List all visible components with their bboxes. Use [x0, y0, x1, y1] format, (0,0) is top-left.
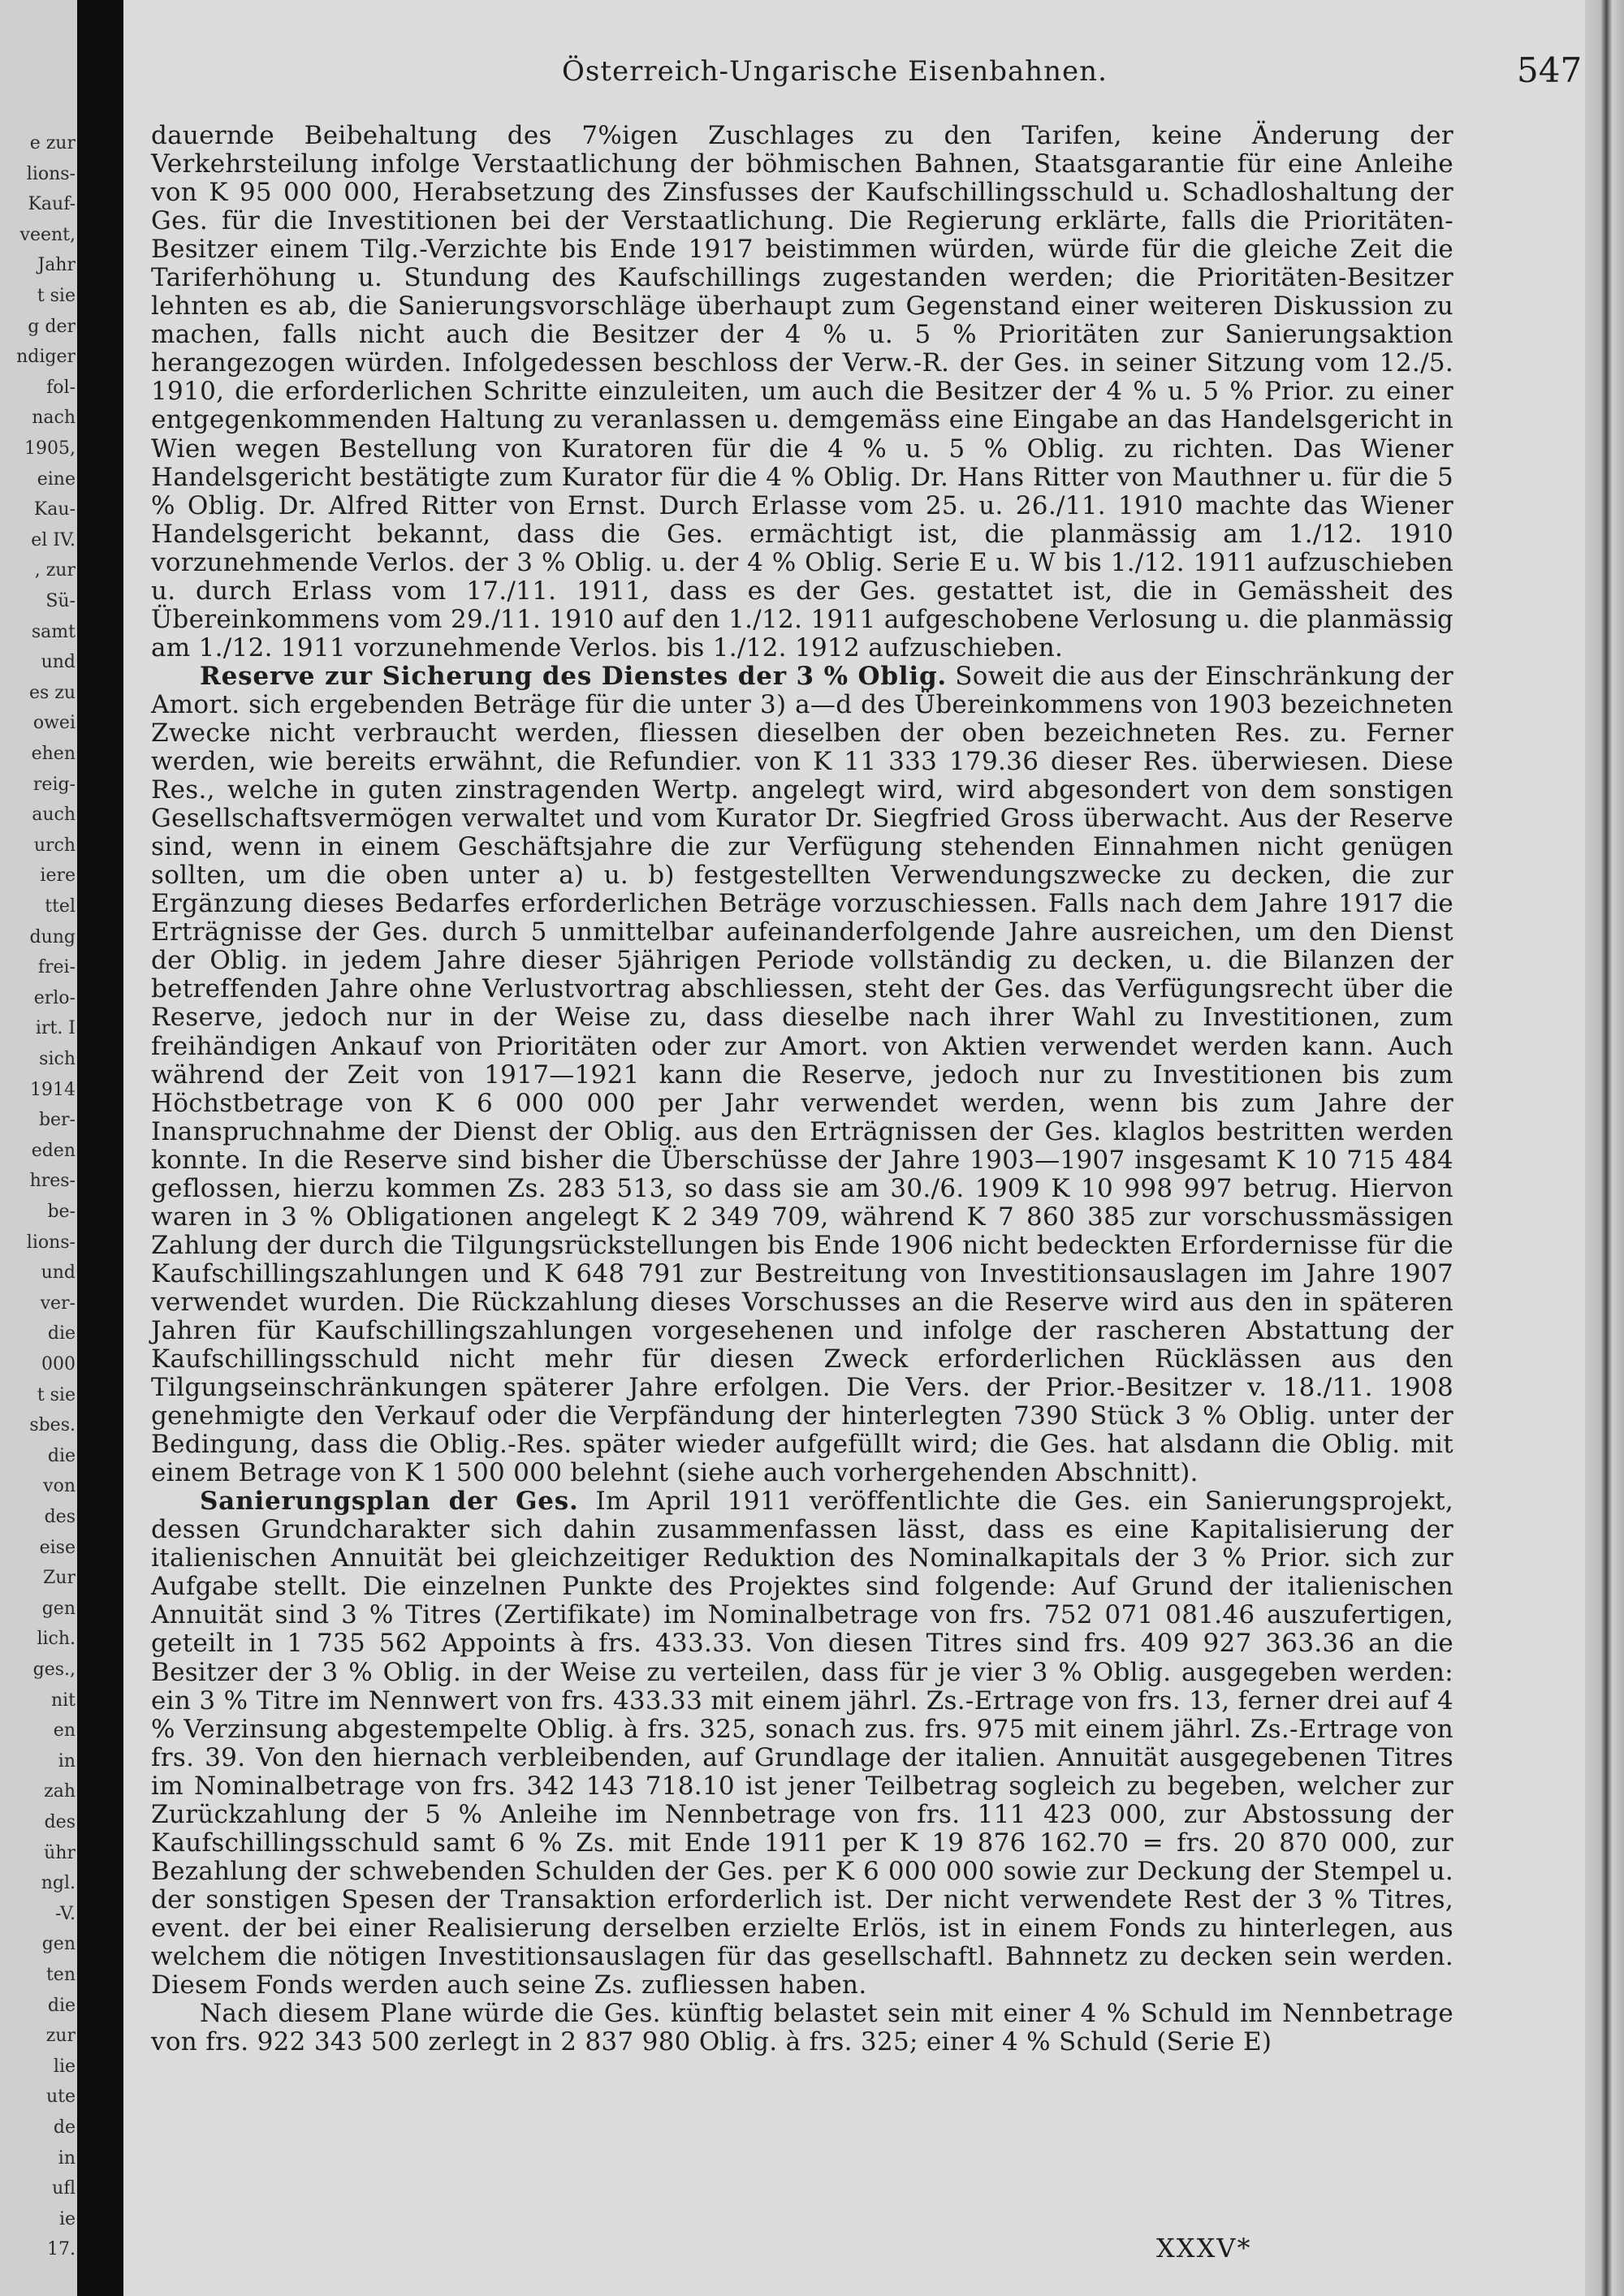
- paragraph-plan-result: [151, 2000, 1453, 2056]
- margin-fragment: ttel: [45, 896, 76, 917]
- margin-fragment: be-: [47, 1202, 76, 1222]
- margin-fragment: gen: [41, 1598, 76, 1619]
- margin-fragment: de: [53, 2117, 76, 2138]
- margin-fragment: Kau-: [33, 499, 76, 520]
- margin-fragment: owei: [32, 713, 76, 734]
- margin-fragment: 17.: [47, 2239, 76, 2260]
- margin-fragment: zah: [44, 1781, 76, 1802]
- margin-fragment: lions-: [26, 163, 76, 184]
- page-edge: [1585, 0, 1624, 2296]
- margin-fragment: die: [47, 1445, 76, 1466]
- paragraph-reserve: [151, 662, 1453, 1487]
- body-text: [151, 122, 1453, 2056]
- margin-fragment: samt: [31, 621, 76, 642]
- margin-fragment: ufl: [52, 2178, 76, 2199]
- margin-fragment: sich: [39, 1049, 76, 1069]
- margin-fragment: sbes.: [29, 1415, 76, 1436]
- margin-fragment: hres-: [29, 1171, 76, 1192]
- paragraph-text: Im April 1911 veröffentlichte die Ges. ein Sanierungsprojekt, dessen Grundcharakter sich dahin zusammenfassen lässt, dass es eine Kapitalisierung der italienischen Annuität bei gleichzeitiger Reduktion des Nominalkapitals der 3 % Prior. sich zur Aufgabe stellt. Die einzelnen Punkte des Projektes sind folgende: Auf Grund der italienischen Annuität sind 3 % Titres (Zertifikate) im Nominalbetrage von frs. 752 071 081.46 auszufertigen, geteilt in 1 735 562 Appoints à frs. 433.33. Von diesen Titres sind frs. 409 927 363.36 an die Besitzer der 3 % Oblig. in der Weise zu verteilen, dass für je vier 3 % Oblig. ausgegeben werden: ein 3 % Titre im Nennwert von frs. 433.33 mit einem jährl. Zs.-Ertrage von frs. 13, ferner drei auf 4 % Verzinsung abgestempelte Oblig. à frs. 325, sonach zus. frs. 975 mit einem jährl. Zs.-Ertrage von frs. 39. Von den hiernach verbleibenden, auf Grundlage der italien. Annuität ausgegebenen Titres im Nominalbetrage von frs. 342 143 718.10 ist jener Teilbetrag sogleich zu begeben, welcher zur Zurückzahlung der 5 % Anleihe im Nennbetrage von frs. 111 423 000, zur Abstossung der Kaufschillingsschuld samt 6 % Zs. mit Ende 1911 per K 19 876 162.70 = frs. 20 870 000, zur Bezahlung der schwebenden Schulden der Ges. per K 6 000 000 sowie zur Deckung der Stempel u. der sonstigen Spesen der Transaktion erforderlich ist. Der nicht verwendete Rest der 3 % Titres, event. der bei einer Realisierung derselben erzielte Erlös, ist in einem Fonds zu hinterlegen, aus welchem die nötigen Investitionsauslagen für das gesellschaftl. Bahnnetz zu decken sein werden. Diesem Fonds werden auch seine Zs. zufliessen haben.: [151, 1487, 1453, 2000]
- margin-fragment: ngl.: [41, 1873, 76, 1894]
- margin-fragment: dung: [29, 926, 76, 947]
- running-head-title: Österreich-Ungarische Eisenbahnen.: [562, 55, 1108, 88]
- margin-fragment: lie: [53, 2056, 76, 2077]
- paragraph-sanierungsplan: [151, 1487, 1453, 2000]
- page-number: 547: [1517, 50, 1583, 90]
- margin-fragment: en: [53, 1720, 76, 1741]
- margin-fragment: eden: [31, 1140, 76, 1161]
- margin-fragment: zur: [45, 2026, 76, 2047]
- margin-fragment: reig-: [32, 774, 76, 795]
- margin-fragment: nit: [50, 1690, 76, 1711]
- margin-fragment: -V.: [55, 1903, 76, 1924]
- margin-fragment: die: [47, 1995, 76, 2016]
- margin-fragment: lions-: [26, 1232, 76, 1253]
- margin-fragment: ver-: [40, 1293, 76, 1314]
- margin-fragment: eise: [39, 1537, 76, 1558]
- margin-fragment: des: [44, 1507, 76, 1527]
- margin-fragment: Sü-: [45, 591, 76, 611]
- section-heading-sanierungsplan: Sanierungsplan der Ges.: [200, 1487, 579, 1517]
- margin-fragment: es zu: [28, 682, 76, 703]
- margin-fragment: Jahr: [37, 255, 76, 276]
- margin-fragment: irt. I: [35, 1018, 76, 1039]
- margin-fragment: und: [41, 652, 76, 673]
- margin-fragment: iere: [40, 865, 76, 887]
- margin-fragment: erlo-: [33, 987, 76, 1008]
- margin-fragment: , zur: [34, 560, 76, 581]
- margin-fragment: ehen: [31, 744, 76, 764]
- margin-fragment: ie: [58, 2208, 76, 2229]
- margin-fragment: 000: [41, 1354, 76, 1375]
- paragraph-continuation: [151, 122, 1453, 662]
- margin-fragment: e zur: [29, 133, 76, 153]
- binding-gutter: [77, 0, 123, 2296]
- margin-fragment: veent,: [19, 224, 76, 245]
- section-heading-reserve: Reserve zur Sicherung des Dienstes der 3 % Oblig.: [200, 661, 948, 691]
- margin-fragment: ber-: [38, 1110, 76, 1131]
- margin-fragment: fol-: [46, 377, 76, 398]
- margin-fragment: in: [58, 1750, 76, 1772]
- margin-fragment: 1905,: [24, 438, 76, 459]
- margin-fragment: urch: [33, 835, 76, 856]
- margin-fragment: von: [43, 1476, 76, 1497]
- margin-fragment: ten: [45, 1965, 76, 1985]
- margin-fragment: Kauf-: [28, 194, 76, 215]
- margin-fragment: ute: [45, 2087, 76, 2108]
- margin-fragment: el IV.: [31, 529, 76, 550]
- paragraph-text: Soweit die aus der Einschränkung der Amort. sich ergebenden Beträge für die unter 3) a—d des Übereinkommens von 1903 bezeichneten Zwecke nicht verbraucht werden, fliessen dieselben der oben bezeichneten Res. zu. Ferner werden, wie bereits erwähnt, die Refundier. von K 11 333 179.36 dieser Res. überwiesen. Diese Res., welche in guten zinstragenden Wertp. angelegt wird, wird abgesondert von dem sonstigen Gesellschaftsvermögen verwaltet und vom Kurator Dr. Siegfried Gross überwacht. Aus der Reserve sind, wenn in einem Geschäftsjahre die zur Verfügung stehenden Einnahmen nicht genügen sollten, um die oben unter a) u. b) festgestellten Verwendungszwecke zu decken, die zur Ergänzung dieses Bedarfes erforderlichen Beträge vorzuschiessen. Falls nach dem Jahre 1917 die Erträgnisse der Ges. durch 5 unmittelbar aufeinanderfolgende Jahre ausreichen, um den Dienst der Oblig. in jedem Jahre dieser 5jährigen Periode vollständig zu decken, u. die Bilanzen der betreffenden Jahre ohne Verlustvortrag abschliessen, steht der Ges. das Verfügungsrecht über die Reserve, jedoch nur in der Weise zu, dass dieselbe nach ihrer Wahl zu Investitionen, zum freihändigen Ankauf von Prioritäten oder zur Amort. von Aktien verwendet werden kann. Auch während der Zeit von 1917—1921 kann die Reserve, jedoch nur zu Investitionen bis zum Höchstbetrage von K 6 000 000 per Jahr verwendet werden, wenn bis zum Jahre der Inanspruchnahme der Dienst der Oblig. aus den Erträgnissen der Ges. klaglos bestritten werden konnte. In die Reserve sind bisher die Überschüsse der Jahre 1903—1907 insgesamt K 10 715 484 geflossen, hierzu kommen Zs. 283 513, so dass sie am 30./6. 1909 K 10 998 997 betrug. Hiervon waren in 3 % Obligationen angelegt K 2 349 709, während K 7 860 385 zur vorschussmässigen Zahlung der durch die Tilgungsrückstellungen bis Ende 1906 nicht bedeckten Erfordernisse für die Kaufschillingszahlungen und K 648 791 zur Bestreitung von Investitionsauslagen im Jahre 1907 verwendet wurden. Die Rückzahlung dieses Vorschusses an die Reserve wird aus den in späteren Jahren für Kaufschillingszahlungen vorgesehenen und infolge der rascheren Abstattung der Kaufschillingsschuld nicht mehr für diesen Zweck erforderlichen Rücklässen aus den Tilgungseinschränkungen späterer Jahre erfolgen. Die Vers. der Prior.-Besitzer v. 18./11. 1908 genehmigte den Verkauf oder die Verpfändung der hinterlegten 7390 Stück 3 % Oblig. unter der Bedingung, dass die Oblig.-Res. später wieder aufgefüllt wird; die Ges. hat alsdann die Oblig. mit einem Betrage von K 1 500 000 belehnt (siehe auch vorhergehenden Abschnitt).: [151, 661, 1453, 1488]
- margin-fragment: Zur: [43, 1568, 76, 1589]
- margin-fragment: ndiger: [16, 347, 76, 368]
- margin-fragment: 1914: [30, 1079, 76, 1100]
- signature-mark: XXXV*: [1156, 2233, 1252, 2264]
- margin-fragment: ühr: [44, 1842, 76, 1863]
- paragraph-text: dauernde Beibehaltung des 7%igen Zuschlages zu den Tarifen, keine Änderung der Verkehrsteilung infolge Verstaatlichung der böhmischen Bahnen, Staatsgarantie für eine Anleihe von K 95 000 000, Herabsetzung des Zinsfusses der Kaufschillingsschuld u. Schadloshaltung der Ges. für die Investitionen bei der Verstaatlichung. Die Regierung erklärte, falls die Prioritäten-Besitzer einem Tilg.-Verzichte bis Ende 1917 beistimmen würden, würde für die gleiche Zeit die Tariferhöhung u. Stundung des Kaufschillings zugestanden werden; die Prioritäten-Besitzer lehnten es ab, die Sanierungsvorschläge überhaupt zum Gegenstand einer weiteren Diskussion zu machen, falls nicht auch die Besitzer der 4 % u. 5 % Prioritäten zur Sanierungsaktion herangezogen würden. Infolgedessen beschloss der Verw.-R. der Ges. in seiner Sitzung vom 12./5. 1910, die erforderlichen Schritte einzuleiten, um auch die Besitzer der 4 % u. 5 % Prior. zu einer entgegenkommenden Haltung zu veranlassen u. demgemäss eine Eingabe an das Handelsgericht in Wien wegen Bestellung von Kuratoren für die 4 % u. 5 % Oblig. zu richten. Das Wiener Handelsgericht bestätigte zum Kurator für die 4 % Oblig. Dr. Hans Ritter von Mauthner u. für die 5 % Oblig. Dr. Alfred Ritter von Ernst. Durch Erlasse vom 25. u. 26./11. 1910 machte das Wiener Handelsgericht bekannt, dass die Ges. ermächtigt ist, die planmässig am 1./12. 1910 vorzunehmende Verlos. der 3 % Oblig. u. der 4 % Oblig. Serie E u. W bis 1./12. 1911 aufzuschieben u. durch Erlass vom 17./11. 1911, dass es der Ges. gestattet ist, die in Gemässheit des Übereinkommens vom 29./11. 1910 auf den 1./12. 1911 aufgeschobene Verlosung u. die planmässig am 1./12. 1911 vorzunehmende Verlos. bis 1./12. 1912 aufzuschieben.: [151, 121, 1453, 662]
- margin-fragment: frei-: [37, 957, 76, 978]
- margin-fragment: g der: [28, 316, 76, 337]
- paragraph-text: Nach diesem Plane würde die Ges. künftig belastet sein mit einer 4 % Schuld im Nennbetrage von frs. 922 343 500 zerlegt in 2 837 980 Oblig. à frs. 325; einer 4 % Schuld (Serie E): [151, 1999, 1453, 2057]
- margin-fragment: in: [58, 2147, 76, 2169]
- margin-fragment: lich.: [37, 1629, 76, 1650]
- margin-fragment: die: [47, 1323, 76, 1344]
- margin-fragment: auch: [32, 805, 76, 826]
- margin-fragment: t sie: [37, 1384, 76, 1405]
- previous-page-margin: [0, 0, 77, 2296]
- margin-fragment: t sie: [37, 286, 76, 306]
- margin-fragment: ges.,: [32, 1659, 76, 1680]
- margin-fragment: gen: [41, 1934, 76, 1955]
- margin-fragment: eine: [37, 468, 76, 490]
- margin-fragment: des: [44, 1812, 76, 1832]
- margin-fragment: nach: [32, 408, 76, 429]
- running-head: [562, 50, 1585, 96]
- margin-fragment: und: [41, 1262, 76, 1284]
